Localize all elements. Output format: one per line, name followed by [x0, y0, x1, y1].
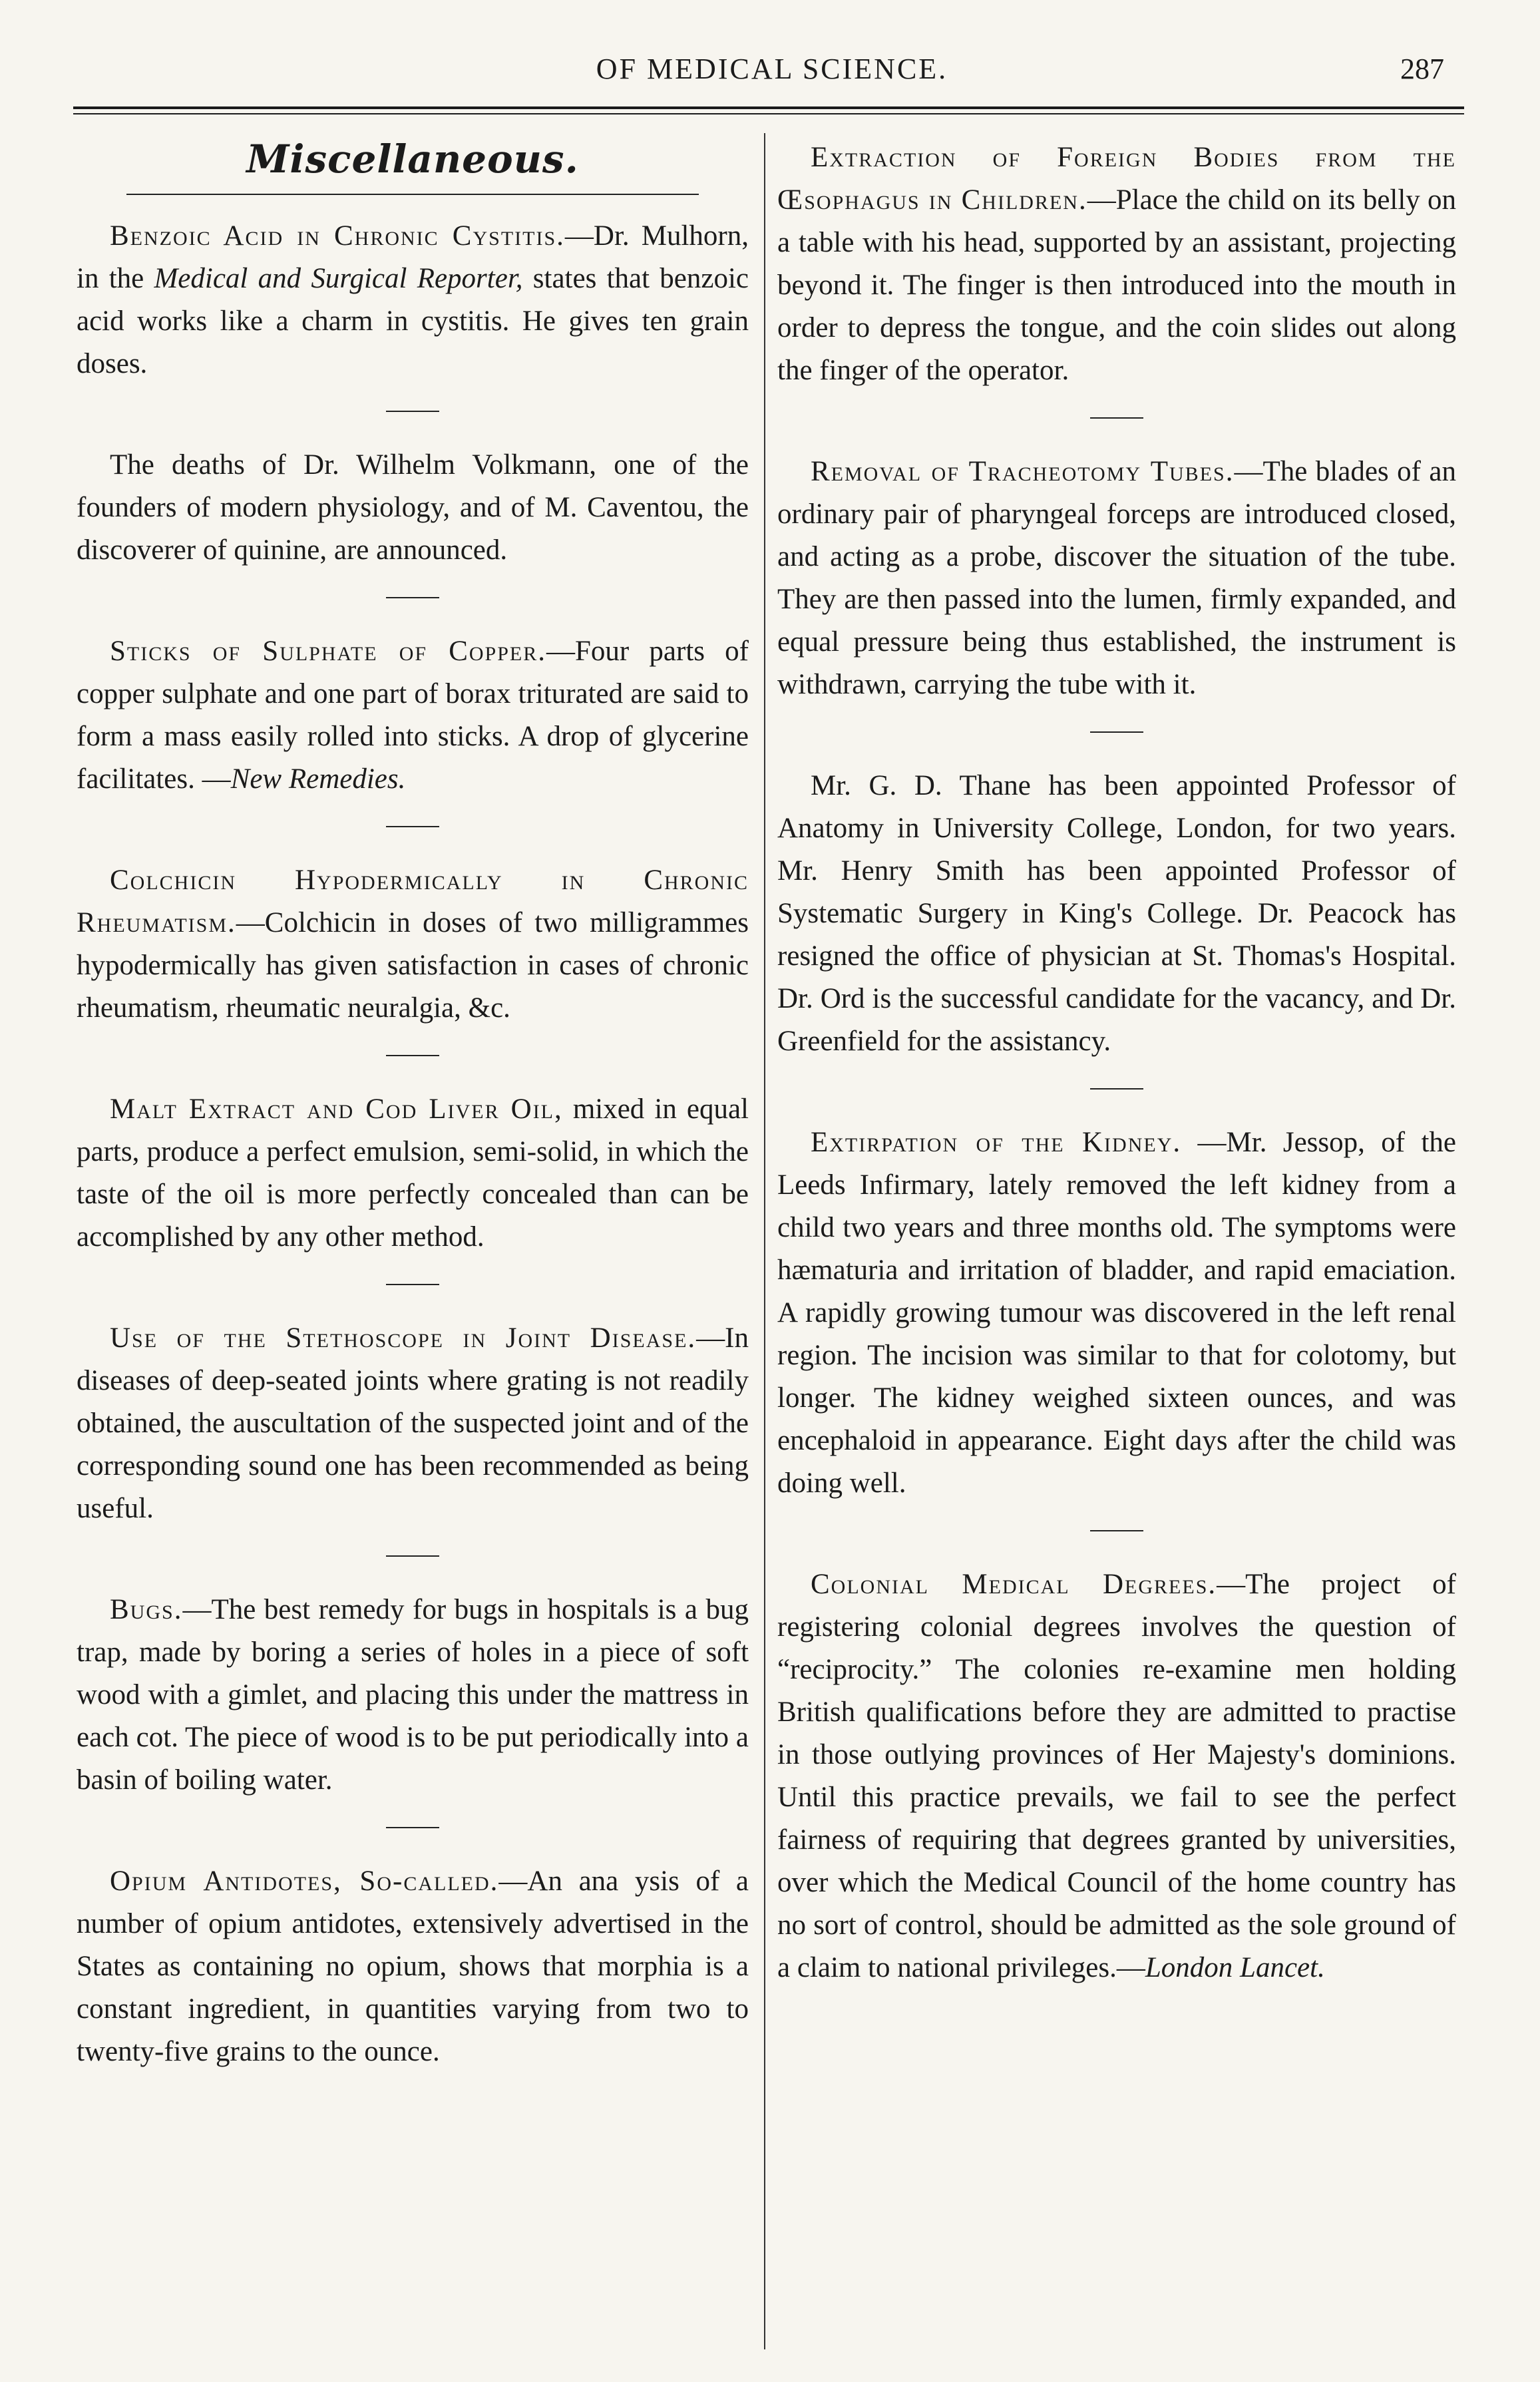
article-body: —Colchicin in doses of two milligrammes hypodermically has given satisfaction in cases of chronic rheumatism, rheumatic neuralgia, &c. — [77, 907, 749, 1024]
article-lead: Removal of Tracheotomy Tubes. — [811, 456, 1235, 487]
article-body: —An ana ysis of a number of opium antidotes, extensively advertised in the States as containing no opium, shows that morphia is a constant ingredient, in quantities varying from two to twenty-five grains to the ounce. — [77, 1866, 749, 2067]
article-paragraph — [777, 136, 1456, 392]
running-head — [73, 52, 1471, 99]
article-lead: Sticks of Sulphate of Copper. — [110, 636, 547, 667]
article-lead: Extraction of Foreign Bodies from the Œsophagus in Children. — [777, 142, 1456, 216]
right-column — [777, 136, 1456, 1989]
article-lead: Bugs. — [110, 1594, 183, 1625]
article-emphasis: Medical and Surgical Reporter, — [154, 263, 523, 294]
article-separator — [386, 597, 439, 598]
article-paragraph — [77, 1589, 749, 1802]
article-body: The deaths of Dr. Wilhelm Volkmann, one of the founders of modern physiology, and of M. Caventou, the discoverer of quinine, are announced. — [77, 449, 749, 566]
article-body: —Four parts of copper sulphate and one part of borax triturated are said to form a mass easily rolled into sticks. A drop of glycerine facilitates. — — [77, 636, 749, 795]
section-heading: Miscellaneous. — [246, 136, 579, 182]
article-body: —The blades of an ordinary pair of pharyngeal forceps are introduced closed, and acting as a probe, discover the situation of the tube. They are then passed into the lumen, firmly expanded, and equal pressure being thus established, the instrument is withdrawn, carrying the tube with it. — [777, 456, 1457, 700]
article-body: —Mr. Jessop, of the Leeds Infirmary, lately removed the left kidney from a child two years and three months old. The symptoms were hæmaturia and irritation of bladder, and rapid emaciation. A rapidly growing tumour was discovered in the left renal region. The incision was similar to that for colotomy, but longer. The kidney weighed sixteen ounces, and was encephaloid in appearance. Eight days after the child was doing well. — [777, 1127, 1456, 1499]
heading-rule — [126, 194, 699, 195]
column-divider — [764, 133, 765, 2349]
article-emphasis: New Remedies. — [230, 763, 406, 795]
article-separator — [386, 1827, 439, 1828]
article-paragraph — [77, 1317, 749, 1530]
article-lead: Colchicin Hypodermically in Chronic Rheumatism. — [77, 865, 749, 938]
article-paragraph — [777, 765, 1456, 1063]
article-separator — [386, 1055, 439, 1056]
article-paragraph — [77, 859, 749, 1030]
article-body-tail: states that benzoic acid works like a charm in cystitis. He gives ten grain doses. — [77, 263, 749, 379]
article-body: —Place the child on its belly on a table with his head, supported by an assistant, projecting beyond it. The finger is then introduced into the mouth in order to depress the tongue, and the coin slides out along the finger of the operator. — [777, 184, 1456, 386]
article-body: —Dr. Mulhorn, in the — [77, 220, 749, 294]
right-articles — [777, 136, 1456, 1989]
article-lead: Extirpation of the Kidney. — [811, 1127, 1182, 1158]
article-separator — [1090, 731, 1143, 733]
article-paragraph — [777, 1563, 1456, 1989]
article-paragraph — [77, 1860, 749, 2073]
article-lead: Opium Antidotes, So-called. — [110, 1866, 499, 1897]
article-paragraph — [77, 630, 749, 801]
article-separator — [1090, 417, 1143, 419]
article-separator — [1090, 1088, 1143, 1090]
header-rule — [73, 106, 1464, 109]
article-lead: Use of the Stethoscope in Joint Disease. — [110, 1322, 697, 1354]
article-lead: Colonial Medical Degrees. — [811, 1569, 1217, 1600]
article-separator — [386, 1284, 439, 1285]
article-separator — [386, 826, 439, 827]
article-body: —The project of registering colonial degrees involves the question of “reciprocity.” The colonies re-examine men holding British qualifications before they are admitted to practise in those outlying provinces of Her Majesty's dominions. Until this practice prevails, we fail to see the perfect fairness of requiring that degrees granted by universities, over which the Medical Council of the home country has no sort of control, should be admitted as the sole ground of a claim to national privileges.— — [777, 1569, 1456, 1983]
page-number: 287 — [1400, 53, 1444, 85]
left-articles — [77, 215, 749, 2073]
article-body: Mr. G. D. Thane has been appointed Professor of Anatomy in University College, London, for two years. Mr. Henry Smith has been appointed Professor of Systematic Surgery in King's College. Dr. Peacock has resigned the office of physician at St. Thomas's Hospital. Dr. Ord is the successful candidate for the vacancy, and Dr. Greenfield for the assistancy. — [777, 770, 1456, 1057]
article-emphasis: London Lancet. — [1145, 1952, 1325, 1983]
article-paragraph — [777, 1121, 1456, 1505]
article-separator — [386, 1555, 439, 1557]
article-lead: Malt Extract and Cod Liver Oil, — [110, 1093, 563, 1125]
article-body: —In diseases of deep-seated joints where grating is not readily obtained, the auscultation of the suspected joint and of the corresponding sound one has been recommended as being useful. — [77, 1322, 749, 1524]
article-body: —The best remedy for bugs in hospitals is a bug trap, made by boring a series of holes in a piece of soft wood with a gimlet, and placing this under the mattress in each cot. The piece of wood is to be put periodically into a basin of boiling water. — [77, 1594, 749, 1796]
article-paragraph — [77, 215, 749, 385]
article-paragraph — [777, 451, 1456, 706]
article-lead: Benzoic Acid in Chronic Cystitis. — [110, 220, 565, 252]
running-title: OF MEDICAL SCIENCE. — [596, 53, 948, 85]
article-body: mixed in equal parts, produce a perfect emulsion, semi-solid, in which the taste of the oil is more perfectly concealed than can be accomplished by any other method. — [77, 1093, 749, 1253]
header-rule-thin — [73, 113, 1464, 114]
article-separator — [1090, 1530, 1143, 1531]
article-paragraph — [77, 1088, 749, 1259]
left-column — [77, 136, 749, 2073]
article-paragraph — [77, 444, 749, 572]
article-separator — [386, 411, 439, 412]
